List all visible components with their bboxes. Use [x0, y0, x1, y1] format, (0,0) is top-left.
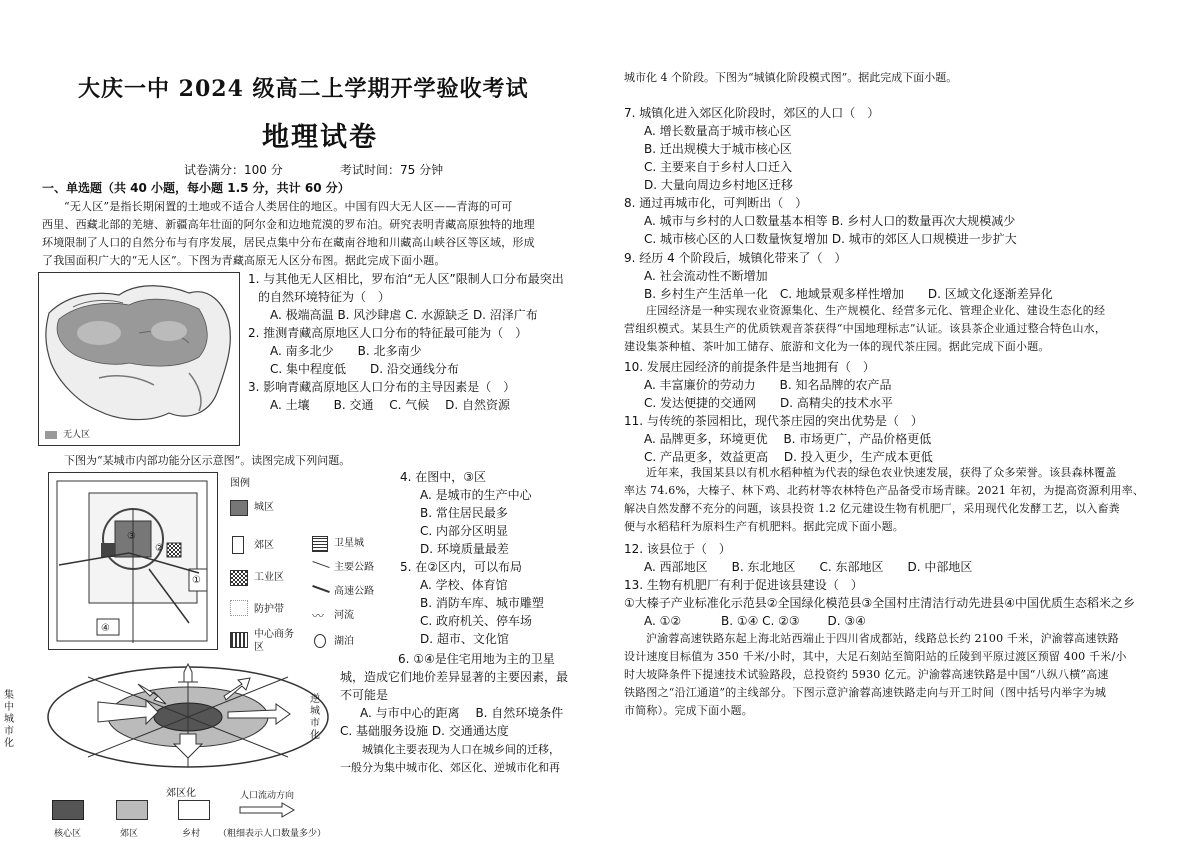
q9-options-bcd: B. 乡村生产生活单一化 C. 地域景观多样性增加 D. 区域文化逐渐差异化	[644, 287, 1053, 301]
q6-stem-2: 城，造成它们地价差异显著的主要因素，最	[340, 670, 569, 684]
q7-option-b: B. 迁出规模大于城市核心区	[644, 142, 792, 156]
passage-tea-estate	[624, 302, 1184, 356]
city-map-legend	[226, 474, 396, 652]
q4-stem: 4. 在图中，③区	[400, 470, 487, 484]
q7-option-c: C. 主要来自于乡村人口迁入	[644, 160, 793, 174]
passage-line: 设计速度目标值为 350 千米/小时，其中，大足石刻站至简阳站的丘陵到平原过渡区预留 400 千米/小	[624, 650, 1127, 663]
q10-options-cd: C. 发达便捷的交通网 D. 高精尖的技术水平	[644, 396, 893, 410]
section-heading: 一、单选题（共 40 小题，每小题 1.5 分，共计 60 分）	[42, 181, 350, 195]
q4-option-b: B. 常住居民最多	[420, 506, 508, 520]
legend-satellite: 卫星城	[334, 538, 364, 549]
q13-statements: ①大榛子产业标准化示范县②全国绿化模范县③全国村庄清洁行动先进县④中国优质生态稻米之乡	[624, 596, 1136, 610]
legend-highway: 高速公路	[334, 586, 374, 597]
q5-option-d: D. 超市、文化馆	[420, 632, 509, 646]
legend-city: 城区	[254, 502, 274, 513]
label-concentrated-urbanization: 集中城市化	[4, 690, 14, 749]
passage-wuren	[42, 198, 582, 270]
q4-option-c: C. 内部分区明显	[420, 524, 509, 538]
q11-options-ab: A. 品牌更多，环境更优 B. 市场更广，产品价格更低	[644, 432, 932, 446]
marker-1: ①	[192, 575, 201, 586]
passage-line: 西里、西藏北部的羌塘、新疆高年壮面的阿尔金和边地荒漠的罗布泊。研究表明青藏高原独特的地理	[42, 218, 535, 231]
q8-options-cd: C. 城市核心区的人口数量恢复增加 D. 城市的郊区人口规模进一步扩大	[644, 232, 1017, 246]
q1-stem-2: 的自然环境特征为（ ）	[258, 290, 391, 304]
passage-line: 率达 74.6%，大榛子、林下鸡、北药材等农林特色产品备受市场青睐。2021 年初，为提高资源利用率、	[624, 484, 1145, 497]
marker-3: ③	[127, 531, 136, 542]
legend-title: 图例	[230, 478, 250, 489]
label-counter-urbanization: 逆城市化	[310, 694, 320, 741]
legend-river: 河流	[334, 610, 354, 621]
marker-4: ④	[101, 623, 110, 634]
q1-options: A. 极端高温 B. 风沙肆虐 C. 水源缺乏 D. 沼泽广布	[270, 308, 538, 322]
q4-option-d: D. 环境质量最差	[420, 542, 509, 556]
map-legend-label: 无人区	[63, 430, 91, 440]
q3-options: A. 土壤 B. 交通 C. 气候 D. 自然资源	[270, 398, 510, 412]
q12-options: A. 西部地区 B. 东北地区 C. 东部地区 D. 中部地区	[644, 560, 973, 574]
exam-subject: 地理试卷	[262, 122, 378, 153]
q10-stem: 10. 发展庄园经济的前提条件是当地拥有（ ）	[624, 360, 875, 374]
q2-options-cd: C. 集中程度低 D. 沿交通线分布	[270, 362, 459, 376]
legend-rural: 乡村	[182, 829, 201, 839]
q5-stem: 5. 在②区内，可以布局	[400, 560, 523, 574]
legend-river-swatch: 〰	[312, 609, 325, 623]
legend-lake: 湖泊	[334, 636, 354, 647]
q7-option-d: D. 大量向周边乡村地区迁移	[644, 178, 793, 192]
q5-option-b: B. 消防车库、城市雕塑	[420, 596, 544, 610]
q4-option-a: A. 是城市的生产中心	[420, 488, 532, 502]
legend-core-swatch	[52, 800, 84, 820]
q11-options-cd: C. 产品更多，效益更高 D. 投入更少，生产成本更低	[644, 450, 933, 464]
legend-road-swatch	[312, 561, 329, 568]
q3-stem: 3. 影响青藏高原地区人口分布的主导因素是（ ）	[248, 380, 516, 394]
urbanization-stage-diagram	[28, 662, 338, 772]
legend-cbd: 中心商务区	[254, 629, 294, 653]
legend-greenbelt-swatch	[230, 600, 248, 616]
q6-stem-3: 不可能是	[340, 688, 389, 702]
legend-suburb-area: 郊区	[120, 829, 139, 839]
legend-suburb: 郊区	[254, 540, 274, 551]
legend-flow-arrow-icon	[238, 802, 298, 818]
legend-greenbelt: 防护带	[254, 604, 284, 615]
passage-green-agriculture	[624, 464, 1184, 536]
q8-options-ab: A. 城市与乡村的人口数量基本相等 B. 乡村人口的数量再次大规模减少	[644, 214, 1016, 228]
passage-urbanization-1: 城镇化主要表现为人口在城乡间的迁移，	[362, 743, 560, 756]
marker-2: ②	[155, 543, 164, 554]
exam-time: 考试时间：75 分钟	[340, 163, 444, 177]
legend-city-swatch	[230, 500, 248, 516]
legend-cbd-swatch	[230, 632, 248, 648]
legend-rural-swatch	[178, 800, 210, 820]
passage-line: “无人区”是指长期闲置的土地或不适合人类居住的地区。中国有四大无人区——青海的可可	[64, 200, 513, 213]
q5-option-a: A. 学校、体育馆	[420, 578, 508, 592]
q11-stem: 11. 与传统的茶园相比，现代茶庄园的突出优势是（ ）	[624, 414, 923, 428]
legend-suburb-area-swatch	[116, 800, 148, 820]
passage-urbanization-3: 城市化 4 个阶段。下图为“城镇化阶段模式图”。据此完成下面小题。	[624, 71, 958, 84]
passage-line: 便与水稻秸秆为原料生产有机肥料。据此完成下面小题。	[624, 520, 904, 533]
passage-line: 时大坡降条件下提速技术试验路段，总投资约 5930 亿元。沪渝蓉高速铁路是中国“八纵八横”高速	[624, 668, 1109, 681]
q5-option-c: C. 政府机关、停车场	[420, 614, 533, 628]
q6-stem: 6. ①④是住宅用地为主的卫星	[398, 652, 555, 666]
passage-line: 环境限制了人口的自然分布与有序发展，居民点集中分布在藏南谷地和川藏高山峡谷区等区域，形成	[42, 236, 535, 249]
passage-railway	[624, 630, 1184, 720]
legend-flow-note: （粗细表示人口数量多少）	[218, 829, 327, 839]
passage-line: 了我国面积广大的“无人区”。下图为青藏高原无人区分布图。据此完成下面小题。	[42, 254, 446, 267]
legend-lake-swatch	[314, 634, 326, 648]
city-zone-map	[48, 472, 218, 650]
q2-options-ab: A. 南多北少 B. 北多南少	[270, 344, 422, 358]
passage-line: 市简称）。完成下面小题。	[624, 704, 753, 717]
q9-stem: 9. 经历 4 个阶段后，城镇化带来了（ ）	[624, 251, 847, 265]
legend-road: 主要公路	[334, 562, 374, 573]
q10-options-ab: A. 丰富廉价的劳动力 B. 知名品牌的农产品	[644, 378, 892, 392]
legend-core: 核心区	[54, 829, 82, 839]
legend-swatch	[45, 431, 57, 439]
q9-option-a: A. 社会流动性不断增加	[644, 269, 768, 283]
legend-industry: 工业区	[254, 572, 284, 583]
plateau-map	[38, 272, 240, 446]
right-column	[600, 0, 1200, 848]
q7-stem: 7. 城镇化进入郊区化阶段时，郊区的人口（ ）	[624, 106, 880, 120]
legend-highway-swatch	[312, 585, 330, 593]
q13-options: A. ①② B. ①④ C. ②③ D. ③④	[644, 614, 866, 628]
full-score: 试卷满分：100 分	[184, 163, 283, 177]
passage-city-zones: 下图为“某城市内部功能分区示意图”。读图完成下列问题。	[64, 454, 351, 467]
passage-line: 铁路图之“沿江通道”的主线部分。下图示意沪渝蓉高速铁路走向与开工时间（图中括号内举字为城	[624, 686, 1107, 699]
q8-stem: 8. 通过再城市化，可判断出（ ）	[624, 196, 808, 210]
passage-line: 近年来，我国某县以有机水稻种植为代表的绿色农业快速发展，获得了众多荣誉。该县森林覆盖	[646, 466, 1117, 479]
passage-line: 建设集茶种植、茶叶加工储存、旅游和文化为一体的现代茶庄园。据此完成下面小题。	[624, 340, 1050, 353]
passage-line: 营组织模式。某县生产的优质铁观音茶获得“中国地理标志”认证。该县茶企业通过整合特色山水，	[624, 322, 1107, 335]
passage-line: 沪渝蓉高速铁路东起上海北站西端止于四川省成都站，线路总长约 2100 千米，沪渝蓉高速铁路	[646, 632, 1119, 645]
passage-line: 庄园经济是一种实现农业资源集化、生产规模化、经营多元化、管理企业化、建设生态化的经	[646, 304, 1106, 317]
q1-stem: 1. 与其他无人区相比，罗布泊“无人区”限制人口分布最突出	[248, 272, 564, 286]
passage-urbanization-2: 一般分为集中城市化、郊区化、逆城市化和再	[340, 761, 560, 774]
city-zone-map-svg	[49, 473, 217, 649]
q7-option-a: A. 增长数量高于城市核心区	[644, 124, 792, 138]
exam-title: 大庆一中 2024 级高二上学期开学验收考试	[78, 76, 529, 102]
legend-industry-swatch	[230, 570, 248, 586]
q13-stem: 13. 生物有机肥厂有利于促进该县建设（ ）	[624, 578, 863, 592]
q12-stem: 12. 该县位于（ ）	[624, 542, 731, 556]
legend-satellite-swatch	[312, 536, 328, 552]
q6-options-ab: A. 与市中心的距离 B. 自然环境条件	[360, 706, 564, 720]
legend-suburb-swatch	[232, 536, 244, 554]
label-suburbanization: 郊区化	[166, 788, 196, 799]
q2-stem: 2. 推测青藏高原地区人口分布的特征最可能为（ ）	[248, 326, 528, 340]
passage-line: 解决自然发酵不充分的问题，该县投资 1.2 亿元建设生物有机肥厂，采用现代化发酵工艺，以入畜粪	[624, 502, 1120, 515]
legend-flow: 人口流动方向	[240, 791, 295, 801]
plateau-map-svg	[39, 273, 239, 445]
q6-options-cd: C. 基础服务设施 D. 交通通达度	[340, 724, 509, 738]
